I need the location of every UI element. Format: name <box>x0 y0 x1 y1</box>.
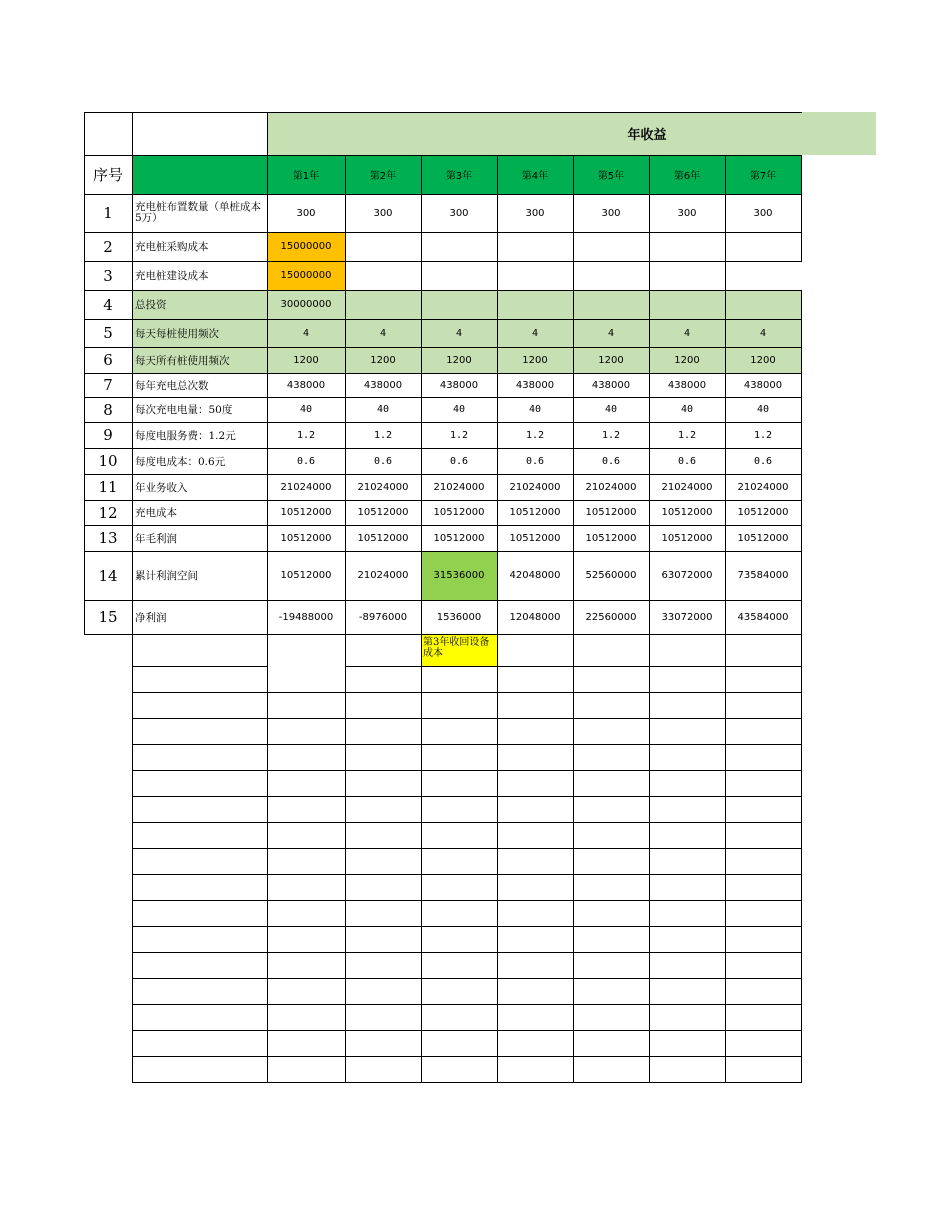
grid-line <box>267 634 268 1082</box>
row-11-year-5[interactable]: 21024000 <box>585 481 637 493</box>
row-15-year-1[interactable]: -19488000 <box>278 611 334 623</box>
row-2-year-3[interactable] <box>421 232 497 261</box>
grid-line <box>573 155 574 634</box>
row-12-year-2[interactable]: 10512000 <box>357 507 409 518</box>
row-5-year-5[interactable]: 4 <box>607 327 615 339</box>
row-3-year-4[interactable] <box>497 261 573 290</box>
row-seq-1[interactable]: 1 <box>103 204 113 222</box>
row-seq-4[interactable]: 4 <box>103 295 113 314</box>
row-5-year-7[interactable]: 4 <box>759 327 767 339</box>
row-4-year-4[interactable] <box>497 290 573 319</box>
row-4-year-1[interactable]: 30000000 <box>280 299 332 310</box>
row-11-year-2[interactable]: 21024000 <box>357 481 409 493</box>
row-seq-12[interactable]: 12 <box>98 503 118 522</box>
grid-line <box>132 874 802 875</box>
row-seq-7[interactable]: 7 <box>103 376 113 394</box>
row-8-year-1[interactable]: 40 <box>299 404 313 415</box>
row-seq-5[interactable]: 5 <box>103 324 113 342</box>
year-header-6[interactable]: 第6年 <box>673 171 701 182</box>
grid-line <box>132 796 802 797</box>
row-10-year-4[interactable]: 0.6 <box>525 455 545 467</box>
row-12-year-1[interactable]: 10512000 <box>280 507 332 518</box>
row-3-year-6[interactable] <box>649 261 725 290</box>
row-9-year-1[interactable]: 1.2 <box>296 429 316 441</box>
row-14-year-1[interactable]: 10512000 <box>280 570 332 581</box>
grid-line <box>132 848 802 849</box>
row-9-year-4[interactable]: 1.2 <box>525 429 545 441</box>
row-12-year-3[interactable]: 10512000 <box>433 507 485 518</box>
seq-column-header[interactable]: 序号 <box>92 166 123 184</box>
grid-line <box>84 232 802 233</box>
row-10-year-7[interactable]: 0.6 <box>753 455 773 467</box>
row-3-year-5[interactable] <box>573 261 649 290</box>
row-4-year-2[interactable] <box>345 290 421 319</box>
grid-line <box>132 1030 802 1031</box>
row-15-year-4[interactable]: 12048000 <box>509 611 561 623</box>
row-1-year-1[interactable]: 300 <box>296 207 316 219</box>
row-9-year-5[interactable]: 1.2 <box>601 429 621 441</box>
grid-line <box>84 261 802 262</box>
row-7-year-5[interactable]: 438000 <box>591 379 631 391</box>
row-11-year-1[interactable]: 21024000 <box>280 481 332 493</box>
row-2-year-2[interactable] <box>345 232 421 261</box>
row-8-year-7[interactable]: 40 <box>756 404 770 415</box>
row-13-year-7[interactable]: 10512000 <box>737 532 789 544</box>
grid-line <box>84 634 802 635</box>
grid-line <box>132 634 133 1082</box>
row-13-year-3[interactable]: 10512000 <box>433 532 485 544</box>
grid-line <box>267 112 268 634</box>
row-7-year-6[interactable]: 438000 <box>667 379 707 391</box>
row-3-year-7[interactable] <box>725 261 801 290</box>
row-seq-8[interactable]: 8 <box>103 400 113 419</box>
row-15-year-6[interactable]: 33072000 <box>661 611 713 623</box>
row-label-12[interactable]: 充电成本 <box>135 507 177 519</box>
row-10-year-5[interactable]: 0.6 <box>601 455 621 467</box>
row-12-year-7[interactable]: 10512000 <box>737 507 789 518</box>
row-10-year-3[interactable]: 0.6 <box>449 455 469 467</box>
row-6-year-5[interactable]: 1200 <box>598 354 624 366</box>
grid-line <box>132 822 802 823</box>
row-label-5[interactable]: 每天每桩使用频次 <box>135 327 219 340</box>
row-12-year-5[interactable]: 10512000 <box>585 507 637 518</box>
row-2-year-6[interactable] <box>649 232 725 261</box>
grid-line <box>84 551 802 552</box>
grid-line <box>84 194 802 195</box>
row-3-year-1[interactable]: 15000000 <box>280 270 332 281</box>
grid-line <box>421 155 422 634</box>
grid-line <box>132 1004 802 1005</box>
row-6-year-2[interactable]: 1200 <box>370 354 396 366</box>
row-6-year-7[interactable]: 1200 <box>750 354 776 366</box>
row-11-year-4[interactable]: 21024000 <box>509 481 561 493</box>
row-2-year-5[interactable] <box>573 232 649 261</box>
row-1-year-7[interactable]: 300 <box>753 207 773 219</box>
grid-line <box>132 978 802 979</box>
grid-line <box>573 634 574 1082</box>
row-label-13[interactable]: 年毛利润 <box>135 532 177 545</box>
row-4-year-3[interactable] <box>421 290 497 319</box>
grid-line <box>84 448 802 449</box>
year-header-2[interactable]: 第2年 <box>369 171 397 182</box>
row-2-year-7[interactable] <box>725 232 801 261</box>
row-seq-13[interactable]: 13 <box>98 529 118 547</box>
row-14-year-7[interactable]: 73584000 <box>737 570 789 581</box>
row-13-year-4[interactable]: 10512000 <box>509 532 561 544</box>
row-seq-10[interactable]: 10 <box>98 452 118 470</box>
row-13-year-6[interactable]: 10512000 <box>661 532 713 544</box>
row-seq-14[interactable]: 14 <box>98 566 118 585</box>
grid-line <box>801 155 802 261</box>
row-label-3[interactable]: 充电桩建设成本 <box>135 270 209 282</box>
row-5-year-2[interactable]: 4 <box>379 327 387 339</box>
row-9-year-6[interactable]: 1.2 <box>677 429 697 441</box>
grid-line <box>84 397 802 398</box>
grid-line <box>132 1056 802 1057</box>
grid-line <box>84 319 802 320</box>
year-header-5[interactable]: 第5年 <box>597 171 625 182</box>
year-header-4[interactable]: 第4年 <box>521 171 549 182</box>
row-5-year-4[interactable]: 4 <box>531 327 539 339</box>
row-label-6[interactable]: 每天所有桩使用频次 <box>135 354 230 367</box>
row-label-1[interactable]: 充电桩布置数量（单桩成本5万） <box>135 201 261 224</box>
grid-line <box>725 155 726 634</box>
row-label-7[interactable]: 每年充电总次数 <box>135 379 209 392</box>
row-7-year-1[interactable]: 438000 <box>286 379 326 391</box>
grid-line <box>497 634 498 1082</box>
row-9-year-3[interactable]: 1.2 <box>449 429 469 441</box>
row-6-year-4[interactable]: 1200 <box>522 354 548 366</box>
row-15-year-7[interactable]: 43584000 <box>737 611 789 623</box>
year-header-7[interactable]: 第7年 <box>749 171 777 182</box>
row-13-year-2[interactable]: 10512000 <box>357 532 409 544</box>
row-4-year-6[interactable] <box>649 290 725 319</box>
row-label-15[interactable]: 净利润 <box>135 611 167 624</box>
row-5-year-3[interactable]: 4 <box>455 327 463 339</box>
row-label-2[interactable]: 充电桩采购成本 <box>135 241 209 253</box>
grid-line <box>649 634 650 1082</box>
row-label-4[interactable]: 总投资 <box>135 299 167 311</box>
row-label-9[interactable]: 每度电服务费：1.2元 <box>135 429 236 442</box>
grid-line <box>84 600 802 601</box>
row-label-10[interactable]: 每度电成本：0.6元 <box>135 455 226 468</box>
row-4-year-5[interactable] <box>573 290 649 319</box>
row-14-year-2[interactable]: 21024000 <box>357 570 409 581</box>
row-1-year-4[interactable]: 300 <box>525 207 545 219</box>
row-label-8[interactable]: 每次充电电量：50度 <box>135 404 233 416</box>
year-header-1[interactable]: 第1年 <box>292 171 320 182</box>
grid-line <box>421 634 422 1082</box>
row-6-year-1[interactable]: 1200 <box>293 354 319 366</box>
grid-line <box>725 634 726 1082</box>
row-seq-6[interactable]: 6 <box>103 351 113 369</box>
payback-note[interactable]: 第3年收回设备成本 <box>423 637 490 659</box>
row-8-year-3[interactable]: 40 <box>452 404 466 415</box>
row-seq-2[interactable]: 2 <box>103 237 113 256</box>
grid-line <box>84 500 802 501</box>
row-6-year-3[interactable]: 1200 <box>446 354 472 366</box>
row-5-year-6[interactable]: 4 <box>683 327 691 339</box>
row-3-year-3[interactable] <box>421 261 497 290</box>
row-15-year-2[interactable]: -8976000 <box>358 611 408 623</box>
row-11-year-6[interactable]: 21024000 <box>661 481 713 493</box>
row-4-year-7[interactable] <box>725 290 801 319</box>
row-8-year-6[interactable]: 40 <box>680 404 694 415</box>
row-14-year-6[interactable]: 63072000 <box>661 570 713 581</box>
grid-line <box>84 290 802 291</box>
row-1-year-3[interactable]: 300 <box>449 207 469 219</box>
row-15-year-5[interactable]: 22560000 <box>585 611 637 623</box>
grid-line <box>132 744 802 745</box>
row-13-year-1[interactable]: 10512000 <box>280 532 332 544</box>
grid-line <box>132 112 133 634</box>
row-1-year-2[interactable]: 300 <box>373 207 393 219</box>
row-15-year-3[interactable]: 1536000 <box>436 611 482 623</box>
grid-line <box>84 525 802 526</box>
grid-line <box>84 422 802 423</box>
grid-line <box>132 900 802 901</box>
row-6-year-6[interactable]: 1200 <box>674 354 700 366</box>
row-9-year-2[interactable]: 1.2 <box>373 429 393 441</box>
row-8-year-5[interactable]: 40 <box>604 404 618 415</box>
row-5-year-1[interactable]: 4 <box>302 327 310 339</box>
grid-line <box>801 290 802 634</box>
grid-line <box>84 112 85 634</box>
year-header-3[interactable]: 第3年 <box>445 171 473 182</box>
grid-line <box>132 666 802 667</box>
row-7-year-3[interactable]: 438000 <box>439 379 479 391</box>
row-3-year-2[interactable] <box>345 261 421 290</box>
row-1-year-5[interactable]: 300 <box>601 207 621 219</box>
grid-line <box>649 155 650 634</box>
row-seq-11[interactable]: 11 <box>98 478 118 496</box>
row-2-year-4[interactable] <box>497 232 573 261</box>
row-seq-3[interactable]: 3 <box>103 266 113 285</box>
grid-line <box>84 155 802 156</box>
row-label-14[interactable]: 累计利润空间 <box>135 570 198 582</box>
row-1-year-6[interactable]: 300 <box>677 207 697 219</box>
row-10-year-6[interactable]: 0.6 <box>677 455 697 467</box>
grid-line <box>132 770 802 771</box>
row-label-11[interactable]: 年业务收入 <box>135 481 188 494</box>
row-7-year-4[interactable]: 438000 <box>515 379 555 391</box>
row-14-year-3[interactable]: 31536000 <box>433 570 485 581</box>
grid-line <box>132 1082 802 1083</box>
row-8-year-4[interactable]: 40 <box>528 404 542 415</box>
row-12-year-4[interactable]: 10512000 <box>509 507 561 518</box>
grid-line <box>132 952 802 953</box>
row-13-year-5[interactable]: 10512000 <box>585 532 637 544</box>
grid-line <box>132 718 802 719</box>
row-7-year-2[interactable]: 438000 <box>363 379 403 391</box>
grid-line <box>497 155 498 634</box>
row-seq-15[interactable]: 15 <box>98 608 118 626</box>
row-10-year-1[interactable]: 0.6 <box>296 455 316 467</box>
grid-line <box>84 112 802 113</box>
grid-line <box>84 474 802 475</box>
merged-cell-cover <box>268 666 345 667</box>
grid-line <box>345 155 346 634</box>
grid-line <box>84 347 802 348</box>
row-14-year-5[interactable]: 52560000 <box>585 570 637 581</box>
row-2-year-1[interactable]: 15000000 <box>280 241 332 252</box>
row-seq-9[interactable]: 9 <box>103 426 113 444</box>
row-12-year-6[interactable]: 10512000 <box>661 507 713 518</box>
grid-line <box>345 634 346 1082</box>
row-7-year-7[interactable]: 438000 <box>743 379 783 391</box>
group-title[interactable]: 年收益 <box>627 128 667 143</box>
row-14-year-4[interactable]: 42048000 <box>509 570 561 581</box>
row-9-year-7[interactable]: 1.2 <box>753 429 773 441</box>
row-8-year-2[interactable]: 40 <box>376 404 390 415</box>
row-11-year-7[interactable]: 21024000 <box>737 481 789 493</box>
row-10-year-2[interactable]: 0.6 <box>373 455 393 467</box>
grid-line <box>132 692 802 693</box>
grid-line <box>801 634 802 1082</box>
grid-line <box>132 926 802 927</box>
grid-line <box>84 373 802 374</box>
row-11-year-3[interactable]: 21024000 <box>433 481 485 493</box>
